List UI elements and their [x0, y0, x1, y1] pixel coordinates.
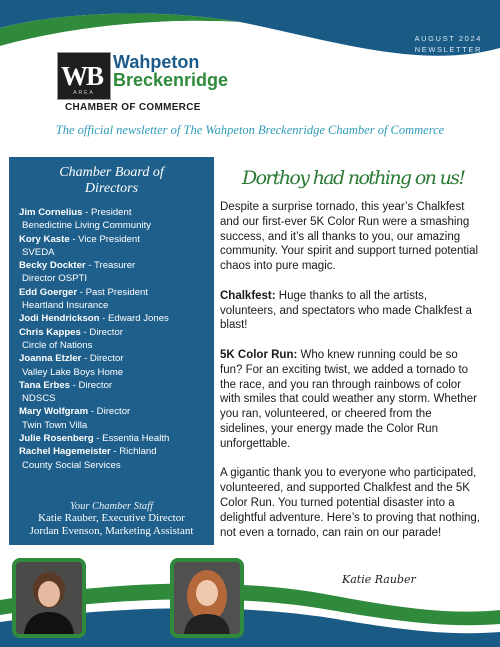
board-title-text: Chamber Board of Directors — [59, 165, 164, 196]
chalkfest-label: Chalkfest: — [220, 289, 276, 302]
member-organization: NDSCS — [22, 393, 56, 405]
board-title — [9, 165, 214, 197]
logo-area: AREA — [73, 90, 95, 96]
board-member — [19, 259, 211, 272]
tagline: The official newsletter of The Wahpeton Breckenridge Chamber of Commerce — [55, 123, 445, 137]
staff-photo-katie — [12, 558, 86, 638]
member-name: Kory Kaste — [19, 233, 70, 245]
board-member — [19, 432, 211, 445]
member-organization: SVEDA — [22, 246, 55, 258]
member-organization: Director OSPTI — [22, 273, 88, 285]
member-role: - Director — [70, 379, 113, 391]
member-name: Joanna Etzler — [19, 353, 82, 365]
article-paragraph: A gigantic thank you to everyone who participated, volunteered, and supported Chalkfest and the 5K Color Run. You turned potential disaster into a delightful adventure. Here’s to proving that nothing, not even a tornado, can rain on our parade! — [220, 467, 480, 539]
staff-member — [9, 512, 214, 525]
member-name: Tana Erbes — [19, 379, 71, 391]
staff-photo-jordan — [170, 558, 244, 638]
portrait-image — [174, 562, 240, 634]
article-paragraph: Despite a surprise tornado, this year’s Chalkfest and our first-ever 5K Color Run were a smashing success, and it’s all thanks to you, our amazing community. Your spirit and support turned potential chaos into pure magic. — [220, 201, 479, 273]
signature-text: Katie Rauber — [342, 573, 416, 586]
board-member — [19, 206, 211, 219]
portrait-image — [16, 562, 82, 634]
member-name: Jodi Hendrickson — [19, 313, 100, 325]
member-name: Mary Wolfgram — [19, 406, 89, 418]
member-organization: Circle of Nations — [22, 339, 93, 351]
member-name: Jim Cornelius — [19, 207, 83, 218]
member-name: Julie Rosenberg — [19, 433, 94, 445]
logo-name-breckenridge: Breckenridge — [113, 70, 229, 90]
logo-letters: WB — [61, 61, 103, 91]
chamber-logo — [57, 52, 227, 116]
chalkfest-text: Huge thanks to all the artists, volunteers, and spectators who made Chalkfest a blast! — [220, 289, 472, 332]
issue-type: NEWSLETTER — [414, 45, 482, 54]
staff-member — [9, 525, 214, 538]
member-organization: County Social Services — [22, 459, 121, 471]
member-organization: Valley Lake Boys Home — [22, 366, 124, 378]
member-role: - Essentia Health — [93, 433, 170, 445]
board-member — [19, 233, 211, 246]
member-name: Chris Kappes — [19, 326, 81, 338]
staff-name: Katie Rauber — [38, 512, 96, 524]
issue-month: AUGUST 2024 — [414, 34, 482, 43]
member-role: - President — [82, 207, 132, 218]
member-role: - Director — [80, 326, 123, 338]
board-member — [19, 352, 211, 365]
member-name: Edd Goerger — [19, 286, 78, 298]
board-member-list — [19, 206, 211, 472]
staff-name: Jordan Evenson — [29, 525, 100, 537]
logo-subtitle: CHAMBER OF COMMERCE — [65, 102, 201, 113]
colorrun-label: 5K Color Run: — [220, 348, 298, 361]
board-member — [19, 326, 211, 339]
member-role: - Edward Jones — [99, 313, 169, 325]
member-organization: Twin Town Villa — [22, 419, 88, 431]
member-role: - Richland — [110, 446, 157, 458]
colorrun-text: Who knew running could be so fun? For an exciting twist, we added a tornado to the race, and you ran through rainbows of color with smiles that could weather any storm. Whether you ran, volunteered, or cheered from the sidelines, your energy made the Color Run unforgettable. — [220, 348, 477, 450]
board-member — [19, 445, 211, 458]
board-member — [19, 286, 211, 299]
board-member — [19, 312, 211, 325]
member-organization: Heartland Insurance — [22, 300, 109, 312]
staff-title: , Marketing Assistant — [99, 525, 194, 537]
article-body — [220, 200, 482, 555]
member-role: - Treasurer — [85, 260, 136, 272]
board-member — [19, 379, 211, 392]
staff-title: , Executive Director — [96, 512, 185, 524]
board-member — [19, 405, 211, 418]
article-paragraph — [220, 289, 482, 333]
logo-mark — [57, 52, 111, 100]
board-panel — [9, 157, 214, 545]
staff-heading: Your Chamber Staff — [69, 501, 154, 512]
article-headline — [240, 160, 470, 194]
member-name: Becky Dockter — [19, 260, 86, 272]
member-name: Rachel Hagemeister — [19, 446, 111, 458]
issue-date — [415, 33, 483, 55]
headline-text: Dorthoy had nothing on us! — [242, 167, 466, 189]
member-role: - Director — [81, 353, 124, 365]
staff-section — [9, 501, 214, 538]
member-role: - Director — [88, 406, 131, 418]
article-paragraph — [220, 348, 482, 452]
member-role: - Past President — [77, 286, 149, 298]
member-role: - Vice President — [69, 233, 140, 245]
member-organization: Benedictine Living Community — [22, 220, 152, 232]
logo-name-wahpeton: Wahpeton — [113, 52, 200, 72]
